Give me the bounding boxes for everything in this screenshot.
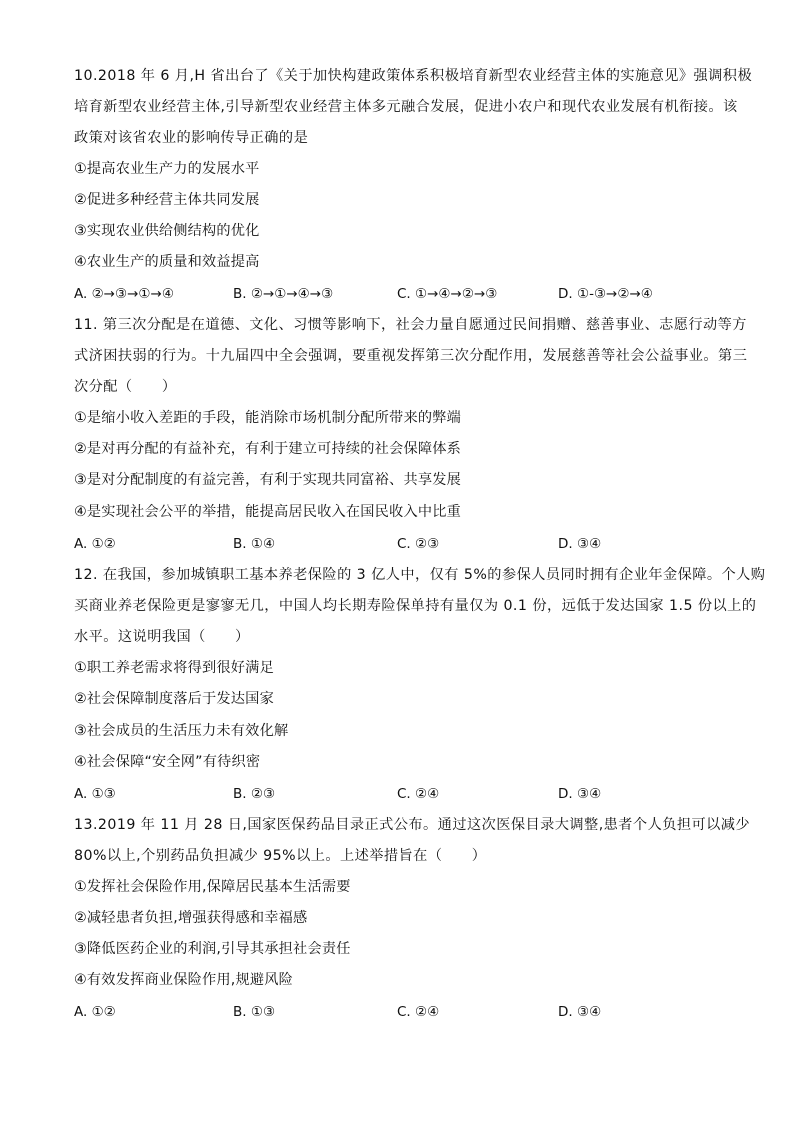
question-11-option-c: C. ②③ (397, 536, 440, 552)
question-12-stem-line-1: 12. 在我国，参加城镇职工基本养老保险的 3 亿人中，仅有 5%的参保人员同时拥有企业年金保障。个人购 (74, 567, 766, 583)
question-12-stem-line-3: 水平。这说明我国（ ） (74, 629, 250, 645)
question-10-option-c: C. ①→④→②→③ (397, 286, 498, 302)
question-12-item-4: ④社会保障“安全网”有待织密 (74, 754, 261, 770)
question-13-stem-line-2: 80%以上,个别药品负担减少 95%以上。上述举措旨在（ ） (74, 848, 487, 864)
question-12-item-2: ②社会保障制度落后于发达国家 (74, 691, 274, 707)
question-10-option-d: D. ①-③→②→④ (558, 286, 653, 302)
question-13-item-2: ②减轻患者负担,增强获得感和幸福感 (74, 910, 308, 926)
question-11-option-b: B. ①④ (233, 536, 276, 552)
question-11-option-d: D. ③④ (558, 536, 602, 552)
question-10-item-4: ④农业生产的质量和效益提高 (74, 254, 260, 270)
question-10-stem-line-1: 10.2018 年 6 月,H 省出台了《关于加快构建政策体系积极培育新型农业经营主体的实施意见》强调积极 (74, 68, 753, 84)
question-13-stem-line-1: 13.2019 年 11 月 28 日,国家医保药品目录正式公布。通过这次医保目录大调整,患者个人负担可以减少 (74, 817, 751, 833)
question-10-item-3: ③实现农业供给侧结构的优化 (74, 223, 260, 239)
question-11-stem-line-2: 式济困扶弱的行为。十九届四中全会强调，要重视发挥第三次分配作用，发展慈善等社会公益事业。第三 (74, 348, 748, 364)
question-10-option-b: B. ②→①→④→③ (233, 286, 334, 302)
question-10-stem-line-2: 培育新型农业经营主体,引导新型农业经营主体多元融合发展，促进小农户和现代农业发展有机衔接。该 (74, 99, 738, 115)
question-13-option-c: C. ②④ (397, 1004, 440, 1020)
question-11-item-4: ④是实现社会公平的举措，能提高居民收入在国民收入中比重 (74, 504, 461, 520)
question-12-option-a: A. ①③ (74, 786, 116, 802)
question-13-item-4: ④有效发挥商业保险作用,规避风险 (74, 972, 294, 988)
question-13-option-a: A. ①② (74, 1004, 116, 1020)
question-12-option-d: D. ③④ (558, 786, 602, 802)
question-10-option-a: A. ②→③→①→④ (74, 286, 174, 302)
question-11-item-2: ②是对再分配的有益补充，有利于建立可持续的社会保障体系 (74, 441, 461, 457)
question-12-option-c: C. ②④ (397, 786, 440, 802)
question-12-stem-line-2: 买商业养老保险更是寥寥无几，中国人均长期寿险保单持有量仅为 0.1 份，远低于发达国家 1.5 份以上的 (74, 598, 757, 614)
question-13-option-d: D. ③④ (558, 1004, 602, 1020)
question-13-item-1: ①发挥社会保险作用,保障居民基本生活需要 (74, 879, 351, 895)
question-13-option-b: B. ①③ (233, 1004, 276, 1020)
question-13-item-3: ③降低医药企业的利润,引导其承担社会责任 (74, 941, 351, 957)
question-10-item-1: ①提高农业生产力的发展水平 (74, 161, 260, 177)
question-10-item-2: ②促进多种经营主体共同发展 (74, 192, 260, 208)
question-11-item-3: ③是对分配制度的有益完善，有利于实现共同富裕、共享发展 (74, 472, 461, 488)
question-12-option-b: B. ②③ (233, 786, 276, 802)
question-11-stem-line-3: 次分配（ ） (74, 379, 177, 395)
question-12-item-3: ③社会成员的生活压力未有效化解 (74, 723, 289, 739)
question-11-item-1: ①是缩小收入差距的手段，能消除市场机制分配所带来的弊端 (74, 410, 461, 426)
question-10-stem-line-3: 政策对该省农业的影响传导正确的是 (74, 130, 309, 146)
question-11-option-a: A. ①② (74, 536, 116, 552)
question-11-stem-line-1: 11. 第三次分配是在道德、文化、习惯等影响下，社会力量自愿通过民间捐赠、慈善事业、志愿行动等方 (74, 317, 747, 333)
question-12-item-1: ①职工养老需求将得到很好满足 (74, 660, 274, 676)
